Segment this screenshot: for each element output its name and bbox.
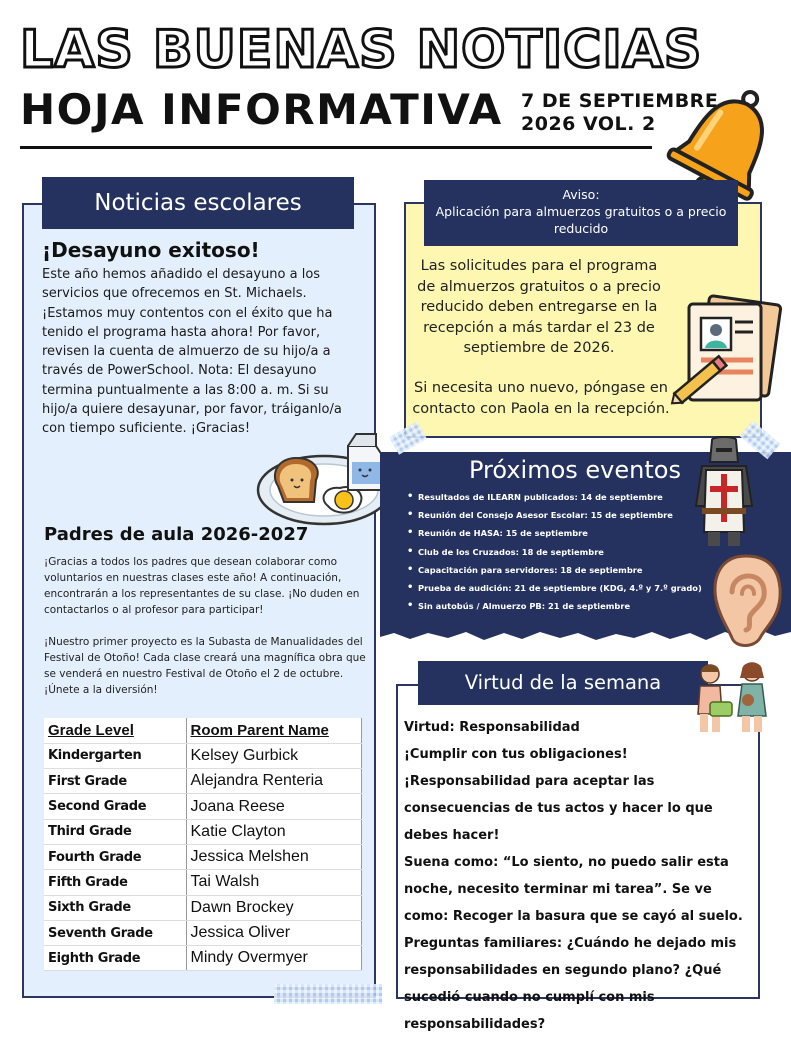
table-row	[44, 769, 362, 794]
grade-level-cell: Sixth Grade	[44, 895, 186, 920]
room-parents-text	[44, 554, 370, 698]
title-divider	[20, 146, 652, 149]
grade-level-cell: First Grade	[44, 769, 186, 794]
grade-level-cell: Third Grade	[44, 819, 186, 844]
room-parent-cell: Tai Walsh	[186, 870, 362, 895]
event-item: • Sin autobús / Almuerzo PB: 21 de septiembre	[406, 597, 706, 615]
table-row	[44, 844, 362, 869]
issue-date-line2: 2026 VOL. 2	[521, 113, 656, 135]
room-parents-project: ¡Nuestro primer proyecto es la Subasta de Manualidades del Festival de Otoño! Cada clase creará una magnífica obra que se venderá en nuestro Festival de Otoño el 2 de octubre. ¡Únete a la diversión!	[44, 636, 366, 696]
events-title: Próximos eventos	[469, 456, 681, 484]
decorative-tape	[274, 984, 382, 1004]
breakfast-text: Este año hemos añadido el desayuno a los servicios que ofrecemos en St. Michaels. ¡Estamos muy contentos con el éxito que ha tenido el programa hasta ahora! Por favor, revisen la cuenta de almuerzo de su hijo/a a través de PowerSchool. Nota: El desayuno termina puntualmente a las 8:00 a. m. Si su hijo/a quiere desayunar, por favor, tráiganlo/a con tiempo suficiente. ¡Gracias!	[42, 267, 342, 437]
grade-level-cell: Seventh Grade	[44, 920, 186, 945]
notice-contact-text: Si necesita uno nuevo, póngase en contacto con Paola en la recepción.	[412, 380, 670, 417]
notice-subject: Aplicación para almuerzos gratuitos o a precio reducido	[435, 204, 727, 236]
knight-icon	[688, 436, 760, 548]
event-item: • Resultados de ILEARN publicados: 14 de septiembre	[406, 488, 706, 506]
room-parent-cell: Alejandra Renteria	[186, 769, 362, 794]
newsletter-subtitle: HOJA INFORMATIVA	[20, 85, 503, 134]
event-item: • Capacitación para servidores: 18 de septiembre	[406, 561, 706, 579]
virtue-description: ¡Cumplir con tus obligaciones! ¡Responsabilidad para aceptar las consecuencias de tus actos y hacer lo que debes hacer!	[404, 747, 713, 843]
col-grade-level: Grade Level	[44, 718, 186, 743]
table-row	[44, 743, 362, 768]
grade-level-cell: Kindergarten	[44, 743, 186, 768]
clipboard-icon	[665, 292, 785, 412]
table-row	[44, 819, 362, 844]
room-parent-cell: Jessica Melshen	[186, 844, 362, 869]
room-parent-cell: Jessica Oliver	[186, 920, 362, 945]
event-item: • Reunión de HASA: 15 de septiembre	[406, 524, 706, 542]
table-row	[44, 794, 362, 819]
room-parent-cell: Dawn Brockey	[186, 895, 362, 920]
newsletter-title: LAS BUENAS NOTICIAS	[20, 20, 703, 80]
room-parents-intro: ¡Gracias a todos los padres que desean colaborar como voluntarios en nuestras clases este año! A continuación, encontrarán a los representantes de su clase. ¡No duden en contactarlos o al profesor para participar!	[44, 556, 360, 616]
room-parent-cell: Mindy Overmyer	[186, 946, 362, 971]
virtue-examples: Suena como: “Lo siento, no puedo salir esta noche, necesito terminar mi tarea”. Se ve como: Recoger la basura que se cayó al suelo.	[404, 855, 743, 924]
event-item: • Prueba de audición: 21 de septiembre (KDG, 4.º y 7.º grado)	[406, 579, 706, 597]
ear-icon	[708, 552, 784, 650]
room-parents-heading: Padres de aula 2026-2027	[44, 524, 309, 545]
room-parents-table	[44, 718, 362, 971]
virtue-body	[404, 714, 754, 1038]
event-item: • Reunión del Consejo Asesor Escolar: 15 de septiembre	[406, 506, 706, 524]
kids-icon	[692, 660, 772, 738]
table-row	[44, 895, 362, 920]
room-parent-cell: Kelsey Gurbick	[186, 743, 362, 768]
notice-deadline-text: Las solicitudes para el programa de almuerzos gratuitos o a precio reducido deben entregarse en la recepción a más tardar el 23 de septiembre de 2026.	[417, 258, 661, 356]
notice-header	[424, 180, 738, 246]
virtue-family-questions: Preguntas familiares: ¿Cuándo he dejado mis responsabilidades en segundo plano? ¿Qué sucedió cuando no cumplí con mis responsabilidades?	[404, 936, 737, 1032]
virtue-header: Virtud de la semana	[418, 661, 708, 705]
event-item: • Club de los Cruzados: 18 de septiembre	[406, 543, 706, 561]
grade-level-cell: Fourth Grade	[44, 844, 186, 869]
table-row	[44, 920, 362, 945]
events-list	[406, 488, 706, 615]
grade-level-cell: Second Grade	[44, 794, 186, 819]
table-row	[44, 870, 362, 895]
virtue-name: Virtud: Responsabilidad	[404, 720, 580, 735]
notice-label: Aviso:	[562, 187, 600, 202]
issue-date-line1: 7 DE SEPTIEMBRE	[521, 90, 719, 112]
col-room-parent: Room Parent Name	[186, 718, 362, 743]
table-row	[44, 946, 362, 971]
grade-level-cell: Fifth Grade	[44, 870, 186, 895]
room-parent-cell: Joana Reese	[186, 794, 362, 819]
school-news-header: Noticias escolares	[42, 177, 354, 229]
table-header-row	[44, 718, 362, 743]
breakfast-heading: ¡Desayuno exitoso!	[42, 238, 260, 262]
grade-level-cell: Eighth Grade	[44, 946, 186, 971]
room-parent-cell: Katie Clayton	[186, 819, 362, 844]
